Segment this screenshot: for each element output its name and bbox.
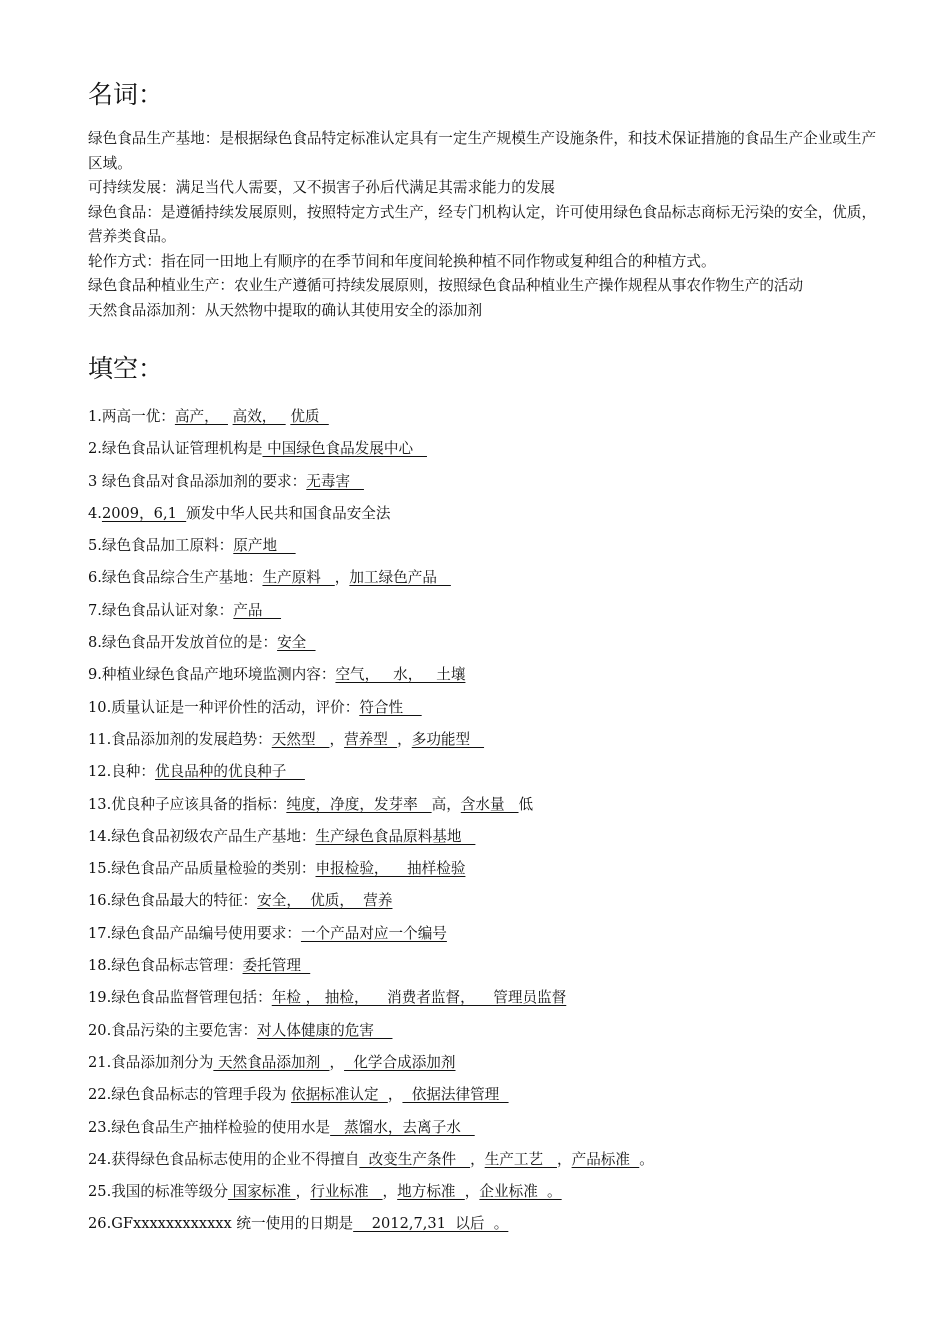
fill-in-item	[88, 758, 888, 790]
answer-blank: 对人体健康的危害	[257, 1021, 393, 1039]
answer-blank: 委托管理	[242, 957, 311, 975]
answer-blank: 无毒害	[306, 472, 364, 490]
answer-blank: 生产工艺	[484, 1150, 557, 1168]
question-text: ，	[329, 1053, 345, 1071]
answer-blank: 年检 ， 抽检， 消费者监督， 管理员监督	[271, 989, 567, 1007]
fill-in-item	[88, 500, 888, 532]
question-text: 24.获得绿色食品标志使用的企业不得擅自	[88, 1150, 360, 1168]
fill-in-item	[88, 726, 888, 758]
answer-blank: 2012,7,31 以后 。	[353, 1215, 509, 1233]
question-text: 26.GFxxxxxxxxxxxx 统一使用的日期是	[88, 1215, 354, 1233]
answer-blank: 地方标准	[397, 1183, 465, 1201]
question-text: 。	[639, 1150, 654, 1168]
question-text: 低	[518, 795, 534, 813]
answer-blank: 安全	[277, 634, 316, 652]
answer-blank: 化学合成添加剂	[344, 1053, 456, 1071]
answer-blank: 蒸馏水，去离子水	[330, 1118, 475, 1136]
answer-blank: 符合性	[359, 698, 422, 716]
question-text: ，	[387, 1086, 403, 1104]
fill-in-item	[88, 1210, 888, 1242]
fill-in-item	[88, 952, 888, 984]
question-text: 19.绿色食品监督管理包括：	[88, 989, 272, 1007]
question-text: 9.种植业绿色食品产地环境监测内容：	[88, 666, 336, 684]
answer-blank: 国家标准	[227, 1183, 296, 1201]
question-text: ，	[295, 1183, 311, 1201]
answer-blank: 中国绿色食品发展中心	[262, 440, 427, 458]
answer-blank: 产品标准	[571, 1150, 640, 1168]
answer-blank: 多功能型	[411, 730, 485, 748]
question-text: 18.绿色食品标志管理：	[88, 957, 243, 975]
question-text: 5.绿色食品加工原料：	[88, 537, 234, 555]
fill-in-item	[88, 1049, 888, 1081]
fill-in-item	[88, 1146, 888, 1178]
fill-in-item	[88, 823, 888, 855]
answer-blank: 空气， 水， 土壤	[335, 666, 466, 684]
question-text: 7.绿色食品认证对象：	[88, 601, 234, 619]
question-text: 6.绿色食品综合生产基地：	[88, 569, 263, 587]
question-text: 23.绿色食品生产抽样检验的使用水是	[88, 1118, 331, 1136]
question-text: ，	[329, 730, 345, 748]
answer-blank: 生产原料	[262, 569, 335, 587]
answer-blank: 天然型	[271, 730, 330, 748]
fill-in-item	[88, 532, 888, 564]
fill-in-list	[88, 403, 888, 1243]
question-text: 13.优良种子应该具备的指标：	[88, 795, 287, 813]
answer-blank: 营养型	[344, 730, 398, 748]
fill-in-item	[88, 435, 888, 467]
question-text: 4.	[88, 504, 102, 522]
question-text: ，	[397, 730, 412, 748]
definitions-section	[88, 127, 878, 323]
question-text: ，	[470, 1150, 485, 1168]
question-text: 14.绿色食品初级农产品生产基地：	[88, 827, 316, 845]
answer-blank: 安全， 优质， 营养	[257, 892, 393, 910]
answer-blank: 改变生产条件	[359, 1150, 471, 1168]
definition-paragraph: 绿色食品生产基地：是根据绿色食品特定标准认定具有一定生产规模生产设施条件，和技术保证措施的食品生产企业或生产区域。	[88, 130, 877, 172]
terms-heading: 名词：	[88, 80, 164, 109]
definition-paragraph: 可持续发展：满足当代人需要，又不损害子孙后代满足其需求能力的发展	[88, 179, 556, 196]
answer-blank: 产品	[233, 601, 282, 619]
answer-blank: 含水量	[460, 795, 519, 813]
definition-paragraph: 绿色食品种植业生产：农业生产遵循可持续发展原则，按照绿色食品种植业生产操作规程从事农作物生产的活动	[88, 277, 804, 294]
answer-blank: 一个产品对应一个编号	[300, 924, 447, 942]
fill-in-item	[88, 597, 888, 629]
answer-blank: 申报检验， 抽样检验	[315, 860, 466, 878]
question-text: ，	[464, 1183, 480, 1201]
answer-blank: 天然食品添加剂	[213, 1053, 330, 1071]
question-text: 25.我国的标准等级分	[88, 1183, 228, 1201]
question-text: 20.食品污染的主要危害：	[88, 1021, 258, 1039]
answer-blank: 原产地	[233, 537, 296, 555]
answer-blank: 高产，	[174, 408, 228, 425]
question-text: 2.绿色食品认证管理机构是	[88, 440, 263, 458]
answer-blank: 行业标准	[310, 1183, 383, 1201]
question-text: 12.良种：	[88, 763, 155, 781]
definition-paragraph: 绿色食品：是遵循持续发展原则，按照特定方式生产，经专门机构认定，许可使用绿色食品标志商标无污染的安全，优质，营养类食品。	[88, 203, 877, 245]
fill-in-item	[88, 564, 888, 596]
question-text: 15.绿色食品产品质量检验的类别：	[88, 860, 316, 878]
fill-in-item	[88, 403, 888, 435]
question-text: 16.绿色食品最大的特征：	[88, 892, 258, 910]
fill-in-item	[88, 468, 888, 500]
fill-in-item	[88, 629, 888, 661]
definition-paragraph: 轮作方式：指在同一田地上有顺序的在季节间和年度间轮换种植不同作物或复种组合的种植方式。	[88, 252, 716, 270]
question-text: ，	[334, 569, 350, 587]
fill-in-item	[88, 661, 888, 693]
question-text: 3 绿色食品对食品添加剂的要求：	[88, 472, 307, 490]
definition-paragraph: 天然食品添加剂：从天然物中提取的确认其使用安全的添加剂	[88, 301, 483, 319]
question-text: 17.绿色食品产品编号使用要求：	[88, 924, 301, 942]
fill-in-item	[88, 920, 888, 952]
question-text: ，	[382, 1183, 398, 1201]
fill-in-item	[88, 1178, 888, 1210]
fill-in-item	[88, 887, 888, 919]
fill-in-item	[88, 1081, 888, 1113]
fill-in-item	[88, 855, 888, 887]
question-text: ，	[556, 1150, 572, 1168]
fill-in-heading: 填空：	[88, 354, 164, 383]
answer-blank: 生产绿色食品原料基地	[315, 827, 476, 845]
answer-blank: 依据标准认定	[290, 1086, 388, 1104]
question-text: 11.食品添加剂的发展趋势：	[88, 730, 272, 748]
question-text: 10.质量认证是一种评价性的活动，评价：	[88, 698, 360, 716]
answer-blank: 优良品种的优良种子	[155, 763, 305, 781]
question-text: 22.绿色食品标志的管理手段为	[88, 1086, 291, 1104]
question-text: 1.两高一优：	[88, 408, 175, 425]
answer-blank: 2009，6,1	[101, 504, 187, 522]
answer-blank: 纯度，净度，发芽率	[286, 795, 432, 813]
answer-blank: 高效，	[232, 408, 286, 425]
fill-in-item	[88, 1017, 888, 1049]
answer-blank: 依据法律管理	[402, 1086, 509, 1104]
question-text: 8.绿色食品开发放首位的是：	[88, 634, 278, 652]
fill-in-item	[88, 984, 888, 1016]
question-text: 高，	[431, 795, 461, 813]
question-text: 21.食品添加剂分为	[88, 1053, 214, 1071]
question-text: 颁发中华人民共和国食品安全法	[186, 504, 391, 522]
answer-blank: 加工绿色产品	[349, 569, 451, 587]
answer-blank: 企业标准 。	[479, 1183, 562, 1201]
fill-in-item	[88, 1114, 888, 1146]
answer-blank: 优质	[290, 408, 329, 425]
fill-in-item	[88, 694, 888, 726]
fill-in-item	[88, 791, 888, 823]
